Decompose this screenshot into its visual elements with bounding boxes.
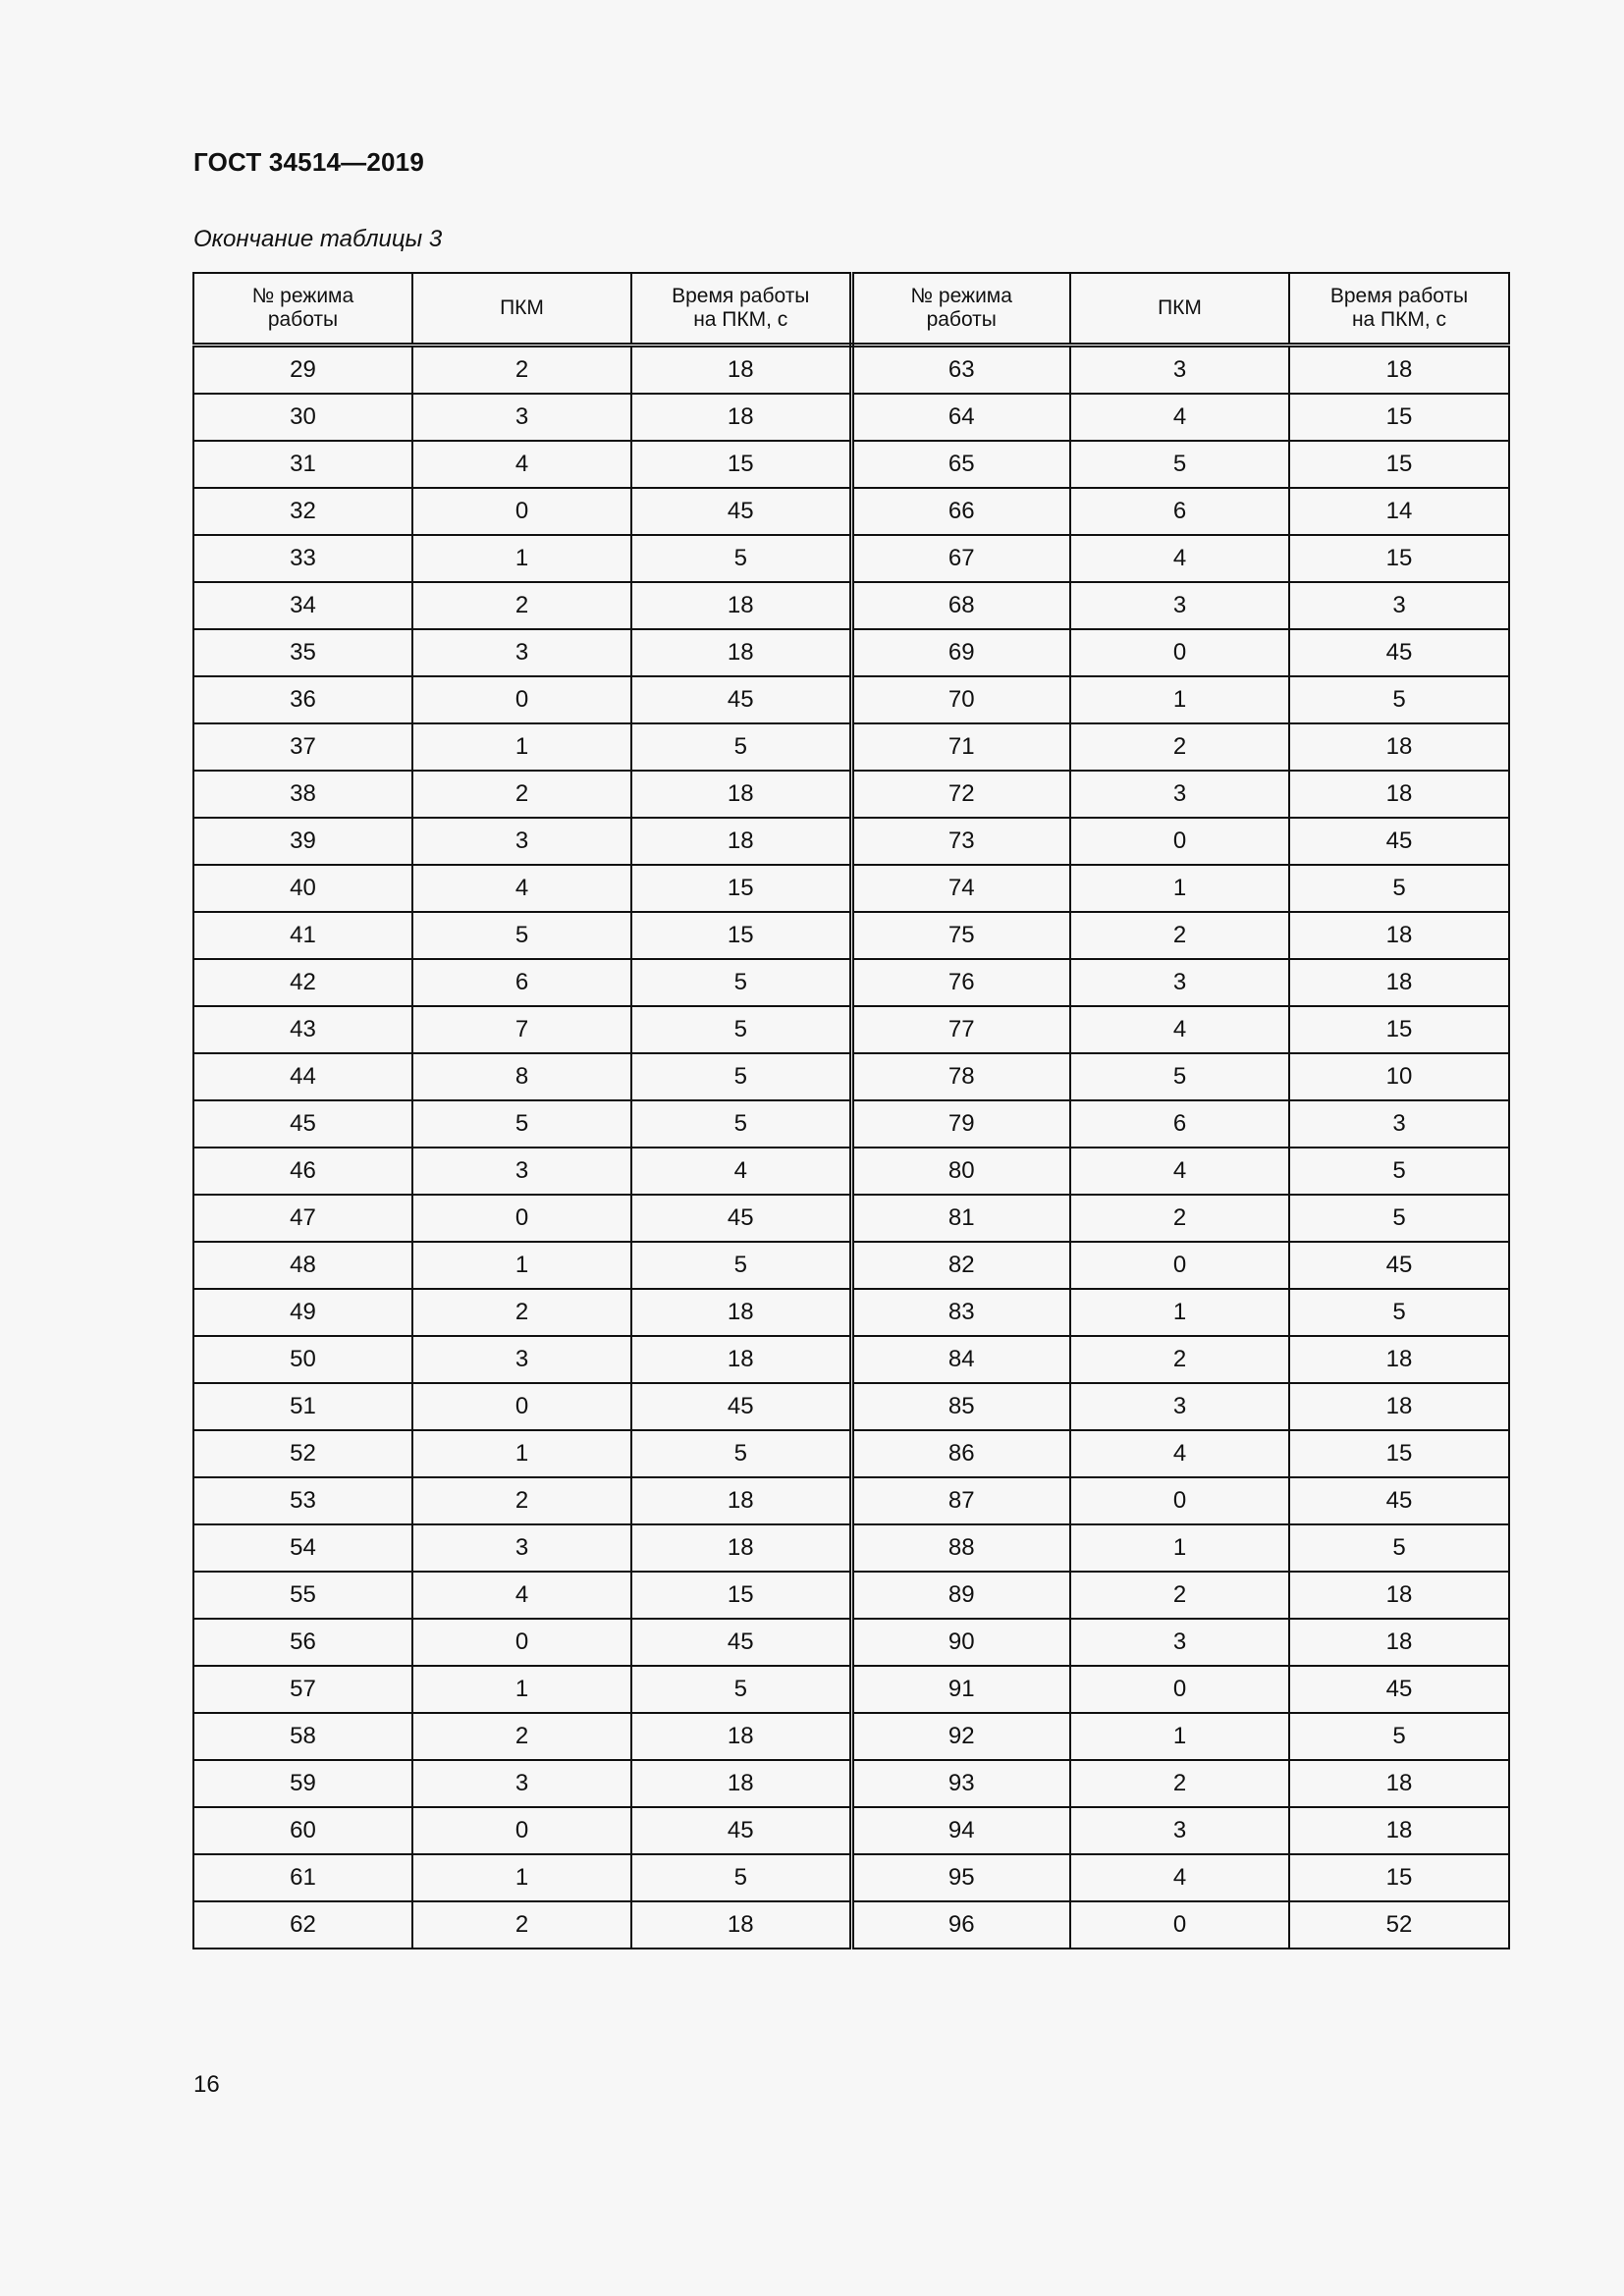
mode-number-cell: 33 xyxy=(193,535,412,582)
table-row xyxy=(193,959,1509,1006)
work-time-cell: 14 xyxy=(1289,488,1509,535)
pkm-cell: 4 xyxy=(412,865,631,912)
mode-number-cell: 83 xyxy=(851,1289,1070,1336)
pkm-cell: 1 xyxy=(1070,1713,1289,1760)
table-row xyxy=(193,1430,1509,1477)
pkm-cell: 1 xyxy=(412,723,631,771)
mode-number-cell: 64 xyxy=(851,394,1070,441)
mode-number-cell: 52 xyxy=(193,1430,412,1477)
mode-number-cell: 90 xyxy=(851,1619,1070,1666)
work-time-cell: 45 xyxy=(631,488,851,535)
mode-number-cell: 36 xyxy=(193,676,412,723)
mode-number-cell: 67 xyxy=(851,535,1070,582)
pkm-cell: 4 xyxy=(1070,1854,1289,1901)
pkm-cell: 6 xyxy=(1070,488,1289,535)
pkm-cell: 1 xyxy=(1070,865,1289,912)
table-row xyxy=(193,1383,1509,1430)
pkm-header: ПКМ xyxy=(1070,273,1289,346)
pkm-cell: 2 xyxy=(412,1901,631,1949)
mode-number-header: № режима работы xyxy=(851,273,1070,346)
work-time-cell: 5 xyxy=(1289,1713,1509,1760)
mode-number-cell: 37 xyxy=(193,723,412,771)
work-time-cell: 18 xyxy=(631,1713,851,1760)
work-time-cell: 52 xyxy=(1289,1901,1509,1949)
table-row xyxy=(193,723,1509,771)
pkm-cell: 7 xyxy=(412,1006,631,1053)
work-time-cell: 15 xyxy=(631,865,851,912)
pkm-cell: 0 xyxy=(1070,1242,1289,1289)
work-time-cell: 18 xyxy=(631,1336,851,1383)
mode-number-cell: 60 xyxy=(193,1807,412,1854)
mode-number-cell: 48 xyxy=(193,1242,412,1289)
mode-number-cell: 91 xyxy=(851,1666,1070,1713)
pkm-cell: 2 xyxy=(412,346,631,395)
mode-number-cell: 96 xyxy=(851,1901,1070,1949)
table-row xyxy=(193,1713,1509,1760)
table-row xyxy=(193,629,1509,676)
work-time-cell: 45 xyxy=(631,676,851,723)
table-row xyxy=(193,865,1509,912)
work-time-cell: 18 xyxy=(631,394,851,441)
table-row xyxy=(193,582,1509,629)
pkm-cell: 2 xyxy=(1070,1195,1289,1242)
mode-number-cell: 56 xyxy=(193,1619,412,1666)
work-time-cell: 5 xyxy=(1289,1289,1509,1336)
work-time-cell: 18 xyxy=(631,1289,851,1336)
mode-number-cell: 69 xyxy=(851,629,1070,676)
pkm-cell: 3 xyxy=(1070,582,1289,629)
table-row xyxy=(193,1195,1509,1242)
mode-number-cell: 72 xyxy=(851,771,1070,818)
work-time-cell: 45 xyxy=(1289,818,1509,865)
mode-number-cell: 84 xyxy=(851,1336,1070,1383)
mode-number-cell: 44 xyxy=(193,1053,412,1100)
work-time-cell: 18 xyxy=(631,771,851,818)
work-time-cell: 18 xyxy=(1289,912,1509,959)
work-time-cell: 5 xyxy=(631,1053,851,1100)
pkm-cell: 3 xyxy=(412,1760,631,1807)
work-time-cell: 4 xyxy=(631,1148,851,1195)
mode-number-cell: 42 xyxy=(193,959,412,1006)
mode-number-cell: 68 xyxy=(851,582,1070,629)
pkm-cell: 3 xyxy=(412,1148,631,1195)
table-row xyxy=(193,1100,1509,1148)
work-time-cell: 15 xyxy=(1289,1430,1509,1477)
mode-number-cell: 88 xyxy=(851,1524,1070,1572)
work-time-cell: 45 xyxy=(1289,629,1509,676)
page-number: 16 xyxy=(193,2071,220,2098)
pkm-header: ПКМ xyxy=(412,273,631,346)
work-time-cell: 5 xyxy=(1289,1524,1509,1572)
pkm-cell: 3 xyxy=(412,394,631,441)
pkm-cell: 5 xyxy=(1070,1053,1289,1100)
work-time-cell: 18 xyxy=(1289,1383,1509,1430)
pkm-cell: 4 xyxy=(1070,394,1289,441)
table-row xyxy=(193,1807,1509,1854)
work-time-cell: 45 xyxy=(1289,1666,1509,1713)
pkm-cell: 2 xyxy=(412,1477,631,1524)
pkm-cell: 5 xyxy=(412,912,631,959)
work-time-cell: 18 xyxy=(631,1901,851,1949)
work-time-cell: 45 xyxy=(631,1807,851,1854)
mode-number-cell: 65 xyxy=(851,441,1070,488)
table-row xyxy=(193,676,1509,723)
mode-number-cell: 31 xyxy=(193,441,412,488)
work-time-cell: 5 xyxy=(631,723,851,771)
pkm-cell: 0 xyxy=(412,1195,631,1242)
work-time-cell: 45 xyxy=(631,1383,851,1430)
work-time-cell: 15 xyxy=(631,912,851,959)
mode-number-cell: 41 xyxy=(193,912,412,959)
work-time-cell: 18 xyxy=(1289,1619,1509,1666)
work-time-cell: 15 xyxy=(631,1572,851,1619)
table-header-row xyxy=(193,273,1509,346)
mode-number-cell: 49 xyxy=(193,1289,412,1336)
pkm-cell: 2 xyxy=(1070,1572,1289,1619)
mode-number-cell: 94 xyxy=(851,1807,1070,1854)
mode-number-cell: 59 xyxy=(193,1760,412,1807)
work-time-cell: 3 xyxy=(1289,1100,1509,1148)
work-time-cell: 3 xyxy=(1289,582,1509,629)
work-time-cell: 5 xyxy=(631,1242,851,1289)
mode-number-cell: 74 xyxy=(851,865,1070,912)
work-time-cell: 18 xyxy=(1289,1760,1509,1807)
table-row xyxy=(193,441,1509,488)
mode-number-cell: 77 xyxy=(851,1006,1070,1053)
table-row xyxy=(193,535,1509,582)
table-row xyxy=(193,1242,1509,1289)
mode-number-cell: 50 xyxy=(193,1336,412,1383)
pkm-cell: 3 xyxy=(412,1336,631,1383)
pkm-cell: 3 xyxy=(412,1524,631,1572)
mode-number-cell: 62 xyxy=(193,1901,412,1949)
work-time-cell: 15 xyxy=(1289,441,1509,488)
work-time-cell: 18 xyxy=(1289,1807,1509,1854)
mode-number-cell: 92 xyxy=(851,1713,1070,1760)
work-time-cell: 18 xyxy=(1289,723,1509,771)
pkm-cell: 2 xyxy=(412,1713,631,1760)
pkm-cell: 3 xyxy=(1070,771,1289,818)
pkm-cell: 2 xyxy=(412,1289,631,1336)
pkm-cell: 4 xyxy=(412,1572,631,1619)
pkm-cell: 0 xyxy=(1070,1901,1289,1949)
work-time-cell: 15 xyxy=(1289,1006,1509,1053)
pkm-cell: 3 xyxy=(412,818,631,865)
mode-number-cell: 93 xyxy=(851,1760,1070,1807)
pkm-cell: 0 xyxy=(412,1807,631,1854)
pkm-cell: 3 xyxy=(1070,1619,1289,1666)
work-time-cell: 18 xyxy=(631,629,851,676)
pkm-cell: 1 xyxy=(412,535,631,582)
mode-number-cell: 51 xyxy=(193,1383,412,1430)
mode-number-cell: 46 xyxy=(193,1148,412,1195)
table-row xyxy=(193,1289,1509,1336)
work-time-cell: 5 xyxy=(631,535,851,582)
mode-number-cell: 34 xyxy=(193,582,412,629)
mode-number-cell: 85 xyxy=(851,1383,1070,1430)
pkm-cell: 3 xyxy=(1070,959,1289,1006)
pkm-cell: 3 xyxy=(1070,346,1289,395)
mode-number-cell: 73 xyxy=(851,818,1070,865)
pkm-cell: 1 xyxy=(412,1854,631,1901)
work-time-cell: 10 xyxy=(1289,1053,1509,1100)
work-time-cell: 15 xyxy=(1289,1854,1509,1901)
pkm-cell: 0 xyxy=(412,1383,631,1430)
table-row xyxy=(193,1524,1509,1572)
work-time-cell: 5 xyxy=(631,959,851,1006)
table-row xyxy=(193,1006,1509,1053)
mode-number-cell: 35 xyxy=(193,629,412,676)
work-time-cell: 5 xyxy=(631,1666,851,1713)
pkm-cell: 3 xyxy=(1070,1383,1289,1430)
pkm-cell: 0 xyxy=(1070,629,1289,676)
pkm-cell: 1 xyxy=(412,1666,631,1713)
mode-number-cell: 38 xyxy=(193,771,412,818)
pkm-cell: 1 xyxy=(1070,1289,1289,1336)
document-title: ГОСТ 34514—2019 xyxy=(193,147,424,177)
pkm-cell: 0 xyxy=(412,488,631,535)
mode-number-cell: 29 xyxy=(193,346,412,395)
pkm-cell: 3 xyxy=(412,629,631,676)
pkm-cell: 6 xyxy=(412,959,631,1006)
table-row xyxy=(193,1854,1509,1901)
mode-number-cell: 80 xyxy=(851,1148,1070,1195)
table-caption: Окончание таблицы 3 xyxy=(193,226,443,252)
pkm-cell: 1 xyxy=(412,1430,631,1477)
table-row xyxy=(193,818,1509,865)
mode-number-cell: 70 xyxy=(851,676,1070,723)
work-time-cell: 18 xyxy=(1289,959,1509,1006)
work-time-cell: 18 xyxy=(631,346,851,395)
work-time-cell: 15 xyxy=(1289,535,1509,582)
table-row xyxy=(193,1666,1509,1713)
pkm-cell: 2 xyxy=(1070,723,1289,771)
pkm-cell: 0 xyxy=(1070,1666,1289,1713)
work-time-header: Время работы на ПКМ, с xyxy=(631,273,851,346)
table-row xyxy=(193,346,1509,395)
mode-number-cell: 95 xyxy=(851,1854,1070,1901)
pkm-cell: 4 xyxy=(412,441,631,488)
mode-number-cell: 40 xyxy=(193,865,412,912)
work-time-cell: 45 xyxy=(1289,1477,1509,1524)
mode-number-cell: 39 xyxy=(193,818,412,865)
mode-number-cell: 89 xyxy=(851,1572,1070,1619)
table-row xyxy=(193,912,1509,959)
table-row xyxy=(193,488,1509,535)
table-row xyxy=(193,1336,1509,1383)
work-time-cell: 5 xyxy=(631,1100,851,1148)
pkm-cell: 4 xyxy=(1070,535,1289,582)
mode-number-cell: 66 xyxy=(851,488,1070,535)
mode-number-cell: 82 xyxy=(851,1242,1070,1289)
work-time-cell: 18 xyxy=(631,818,851,865)
work-time-cell: 5 xyxy=(631,1430,851,1477)
mode-number-cell: 53 xyxy=(193,1477,412,1524)
mode-number-cell: 78 xyxy=(851,1053,1070,1100)
mode-number-cell: 63 xyxy=(851,346,1070,395)
pkm-cell: 1 xyxy=(1070,676,1289,723)
work-time-cell: 5 xyxy=(1289,676,1509,723)
mode-number-cell: 75 xyxy=(851,912,1070,959)
table-row xyxy=(193,1053,1509,1100)
pkm-cell: 2 xyxy=(412,771,631,818)
work-time-cell: 18 xyxy=(631,1524,851,1572)
mode-number-cell: 30 xyxy=(193,394,412,441)
work-time-cell: 5 xyxy=(1289,1148,1509,1195)
pkm-cell: 3 xyxy=(1070,1807,1289,1854)
work-time-cell: 45 xyxy=(631,1195,851,1242)
work-time-cell: 5 xyxy=(631,1854,851,1901)
pkm-cell: 6 xyxy=(1070,1100,1289,1148)
pkm-cell: 4 xyxy=(1070,1430,1289,1477)
table-row xyxy=(193,1148,1509,1195)
mode-number-cell: 58 xyxy=(193,1713,412,1760)
pkm-cell: 2 xyxy=(1070,1760,1289,1807)
mode-number-cell: 55 xyxy=(193,1572,412,1619)
mode-number-cell: 71 xyxy=(851,723,1070,771)
work-time-cell: 18 xyxy=(1289,1572,1509,1619)
mode-number-cell: 32 xyxy=(193,488,412,535)
table-body xyxy=(193,346,1509,1949)
mode-number-cell: 57 xyxy=(193,1666,412,1713)
mode-number-cell: 43 xyxy=(193,1006,412,1053)
pkm-cell: 0 xyxy=(412,1619,631,1666)
pkm-cell: 2 xyxy=(412,582,631,629)
table-row xyxy=(193,394,1509,441)
pkm-cell: 4 xyxy=(1070,1148,1289,1195)
pkm-cell: 1 xyxy=(412,1242,631,1289)
work-time-cell: 45 xyxy=(1289,1242,1509,1289)
pkm-cell: 4 xyxy=(1070,1006,1289,1053)
mode-number-cell: 76 xyxy=(851,959,1070,1006)
mode-number-header: № режима работы xyxy=(193,273,412,346)
table-row xyxy=(193,1572,1509,1619)
mode-number-cell: 81 xyxy=(851,1195,1070,1242)
work-time-cell: 18 xyxy=(631,1477,851,1524)
work-time-cell: 18 xyxy=(631,582,851,629)
pkm-cell: 0 xyxy=(412,676,631,723)
work-time-cell: 5 xyxy=(1289,865,1509,912)
work-time-cell: 15 xyxy=(1289,394,1509,441)
pkm-cell: 2 xyxy=(1070,912,1289,959)
mode-number-cell: 87 xyxy=(851,1477,1070,1524)
work-time-cell: 15 xyxy=(631,441,851,488)
work-time-cell: 18 xyxy=(1289,771,1509,818)
table-row xyxy=(193,771,1509,818)
mode-number-cell: 54 xyxy=(193,1524,412,1572)
pkm-cell: 2 xyxy=(1070,1336,1289,1383)
pkm-cell: 5 xyxy=(1070,441,1289,488)
table-row xyxy=(193,1760,1509,1807)
work-time-cell: 18 xyxy=(631,1760,851,1807)
work-time-cell: 18 xyxy=(1289,1336,1509,1383)
work-time-cell: 5 xyxy=(631,1006,851,1053)
mode-table xyxy=(192,272,1510,1949)
pkm-cell: 8 xyxy=(412,1053,631,1100)
work-time-header: Время работы на ПКМ, с xyxy=(1289,273,1509,346)
pkm-cell: 0 xyxy=(1070,818,1289,865)
pkm-cell: 0 xyxy=(1070,1477,1289,1524)
table-row xyxy=(193,1619,1509,1666)
mode-number-cell: 79 xyxy=(851,1100,1070,1148)
pkm-cell: 5 xyxy=(412,1100,631,1148)
table-row xyxy=(193,1901,1509,1949)
work-time-cell: 5 xyxy=(1289,1195,1509,1242)
mode-number-cell: 86 xyxy=(851,1430,1070,1477)
mode-number-cell: 61 xyxy=(193,1854,412,1901)
work-time-cell: 18 xyxy=(1289,346,1509,395)
mode-number-cell: 45 xyxy=(193,1100,412,1148)
mode-number-cell: 47 xyxy=(193,1195,412,1242)
table-row xyxy=(193,1477,1509,1524)
work-time-cell: 45 xyxy=(631,1619,851,1666)
pkm-cell: 1 xyxy=(1070,1524,1289,1572)
